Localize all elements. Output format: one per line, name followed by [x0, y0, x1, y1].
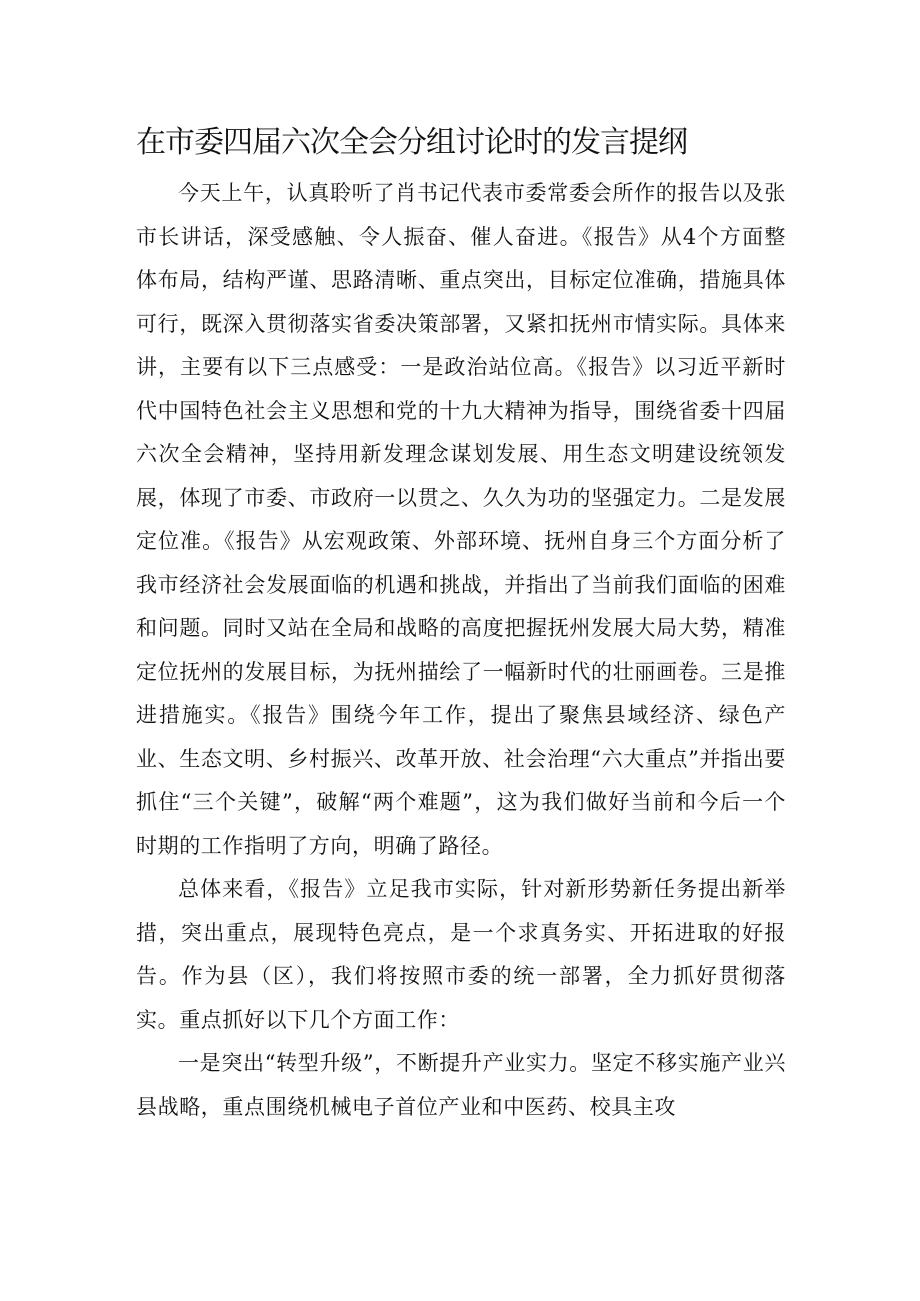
paragraph-overall-assessment: 总体来看，《报告》立足我市实际，针对新形势新任务提出新举措，突出重点，展现特色亮点，是一个求真务实、开拓进取的好报告。作为县（区），我们将按照市委的统一部署，全力抓好贯彻落实。重点抓好以下几个方面工作： — [136, 877, 786, 1032]
document-title: 在市委四届六次全会分组讨论时的发言提纲 — [136, 125, 687, 160]
paragraph-transformation-upgrade: 一是突出“转型升级”，不断提升产业实力。坚定不移实施产业兴县战略，重点围绕机械电子首位产业和中医药、校具主攻 — [136, 1051, 786, 1119]
paragraph-opening-impressions: 今天上午，认真聆听了肖书记代表市委常委会所作的报告以及张市长讲话，深受感触、令人振奋、催人奋进。《报告》从4个方面整体布局，结构严谨、思路清晰、重点突出，目标定位准确，措施具体可行，既深入贯彻落实省委决策部署，又紧扣抚州市情实际。具体来讲，主要有以下三点感受：一是政治站位高。《报告》以习近平新时代中国特色社会主义思想和党的十九大精神为指导，围绕省委十四届六次全会精神，坚持用新发理念谋划发展、用生态文明建设统领发展，体现了市委、市政府一以贯之、久久为功的坚强定力。二是发展定位准。《报告》从宏观政策、外部环境、抚州自身三个方面分析了我市经济社会发展面临的机遇和挑战，并指出了当前我们面临的困难和问题。同时又站在全局和战略的高度把握抚州发展大局大势，精准定位抚州的发展目标，为抚州描绘了一幅新时代的壮丽画卷。三是推进措施实。《报告》围绕今年工作，提出了聚焦县域经济、绿色产业、生态文明、乡村振兴、改革开放、社会治理“六大重点”并指出要抓住“三个关键”，破解“两个难题”，这为我们做好当前和今后一个时期的工作指明了方向，明确了路径。 — [136, 181, 786, 858]
document-body — [136, 172, 786, 1129]
